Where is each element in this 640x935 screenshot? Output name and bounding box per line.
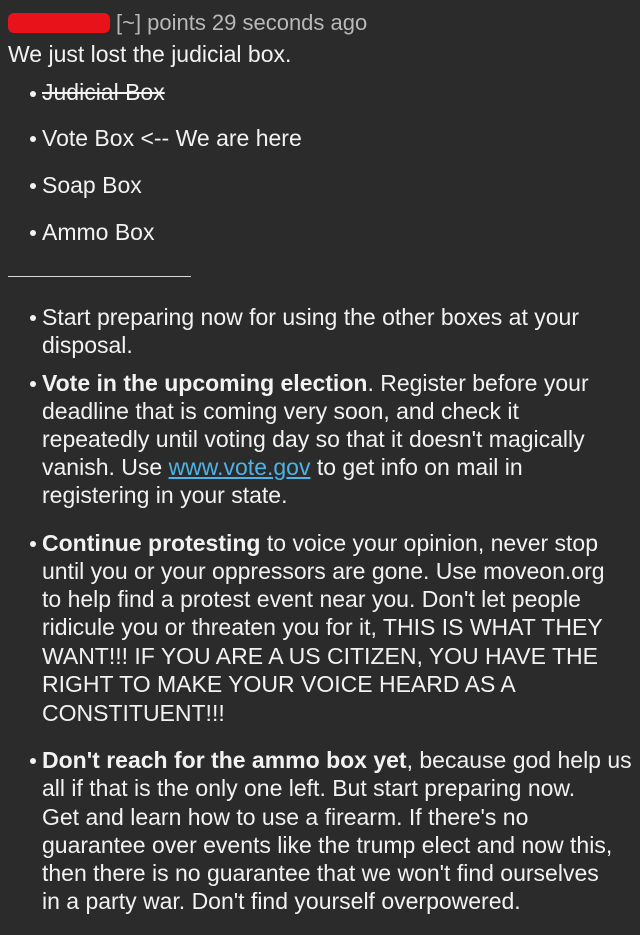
list-item-line: disposal.	[42, 332, 133, 358]
bullet-icon	[30, 136, 36, 142]
list-item-line: guarantee over events like the trump elect and now this,	[42, 832, 613, 858]
list-item-line	[42, 529, 598, 557]
list-item-line: until you or your oppressors are gone. Use moveon.org	[42, 558, 605, 584]
box-item-vote: Vote Box <-- We are here	[42, 125, 302, 151]
box-item-judicial: Judicial Box	[42, 79, 165, 105]
bullet-icon	[30, 315, 36, 321]
line-text: to voice your opinion, never stop	[260, 530, 599, 556]
vote-gov-link[interactable]: www.vote.gov	[168, 454, 311, 480]
line-text: to get info on mail in	[310, 454, 523, 480]
list-item-line: Get and learn how to use a firearm. If there's no	[42, 804, 529, 830]
timestamp: 29 seconds ago	[211, 10, 368, 35]
horizontal-rule	[8, 276, 191, 277]
score-text: [~] points	[116, 10, 206, 35]
bullet-icon	[30, 541, 36, 547]
redacted-username	[8, 13, 110, 33]
list-item-line	[42, 453, 523, 481]
list-item-line: registering in your state.	[42, 482, 288, 508]
list-item-line: all if that is the only one left. But start preparing now.	[42, 775, 576, 801]
list-item-line: CONSTITUENT!!!	[42, 700, 225, 726]
bullet-icon	[30, 91, 36, 97]
list-item-line: to help find a protest event near you. Don't let people	[42, 586, 581, 612]
list-item-line: WANT!!! IF YOU ARE A US CITIZEN, YOU HAVE THE	[42, 643, 598, 669]
list-item-line: Start preparing now for using the other boxes at your	[42, 304, 579, 330]
bold-heading-ammo: Don't reach for the ammo box yet	[42, 747, 407, 773]
list-item-line	[42, 746, 632, 774]
list-item-line: RIGHT TO MAKE YOUR VOICE HEARD AS A	[42, 671, 516, 697]
opening-line: We just lost the judicial box.	[8, 41, 292, 67]
bullet-icon	[30, 183, 36, 189]
line-text: , because god help us	[406, 747, 632, 773]
bold-heading-vote: Vote in the upcoming election	[42, 370, 368, 396]
bullet-icon	[30, 230, 36, 236]
bullet-icon	[30, 381, 36, 387]
list-item-line: in a party war. Don't find yourself overpowered.	[42, 888, 521, 914]
bullet-icon	[30, 758, 36, 764]
line-text: . Register before your	[367, 370, 589, 396]
box-item-soap: Soap Box	[42, 172, 142, 198]
list-item-line: then there is no guarantee that we won't find ourselves	[42, 860, 599, 886]
line-text: vanish. Use	[42, 454, 169, 480]
bold-heading-protest: Continue protesting	[42, 530, 261, 556]
list-item-line: ridicule you or threaten you for it, THIS IS WHAT THEY	[42, 614, 603, 640]
comment-meta	[8, 8, 373, 38]
list-item-line	[42, 369, 589, 397]
box-item-ammo: Ammo Box	[42, 219, 155, 245]
list-item-line: deadline that is coming very soon, and check it	[42, 398, 519, 424]
list-item-line: repeatedly until voting day so that it doesn't magically	[42, 426, 585, 452]
